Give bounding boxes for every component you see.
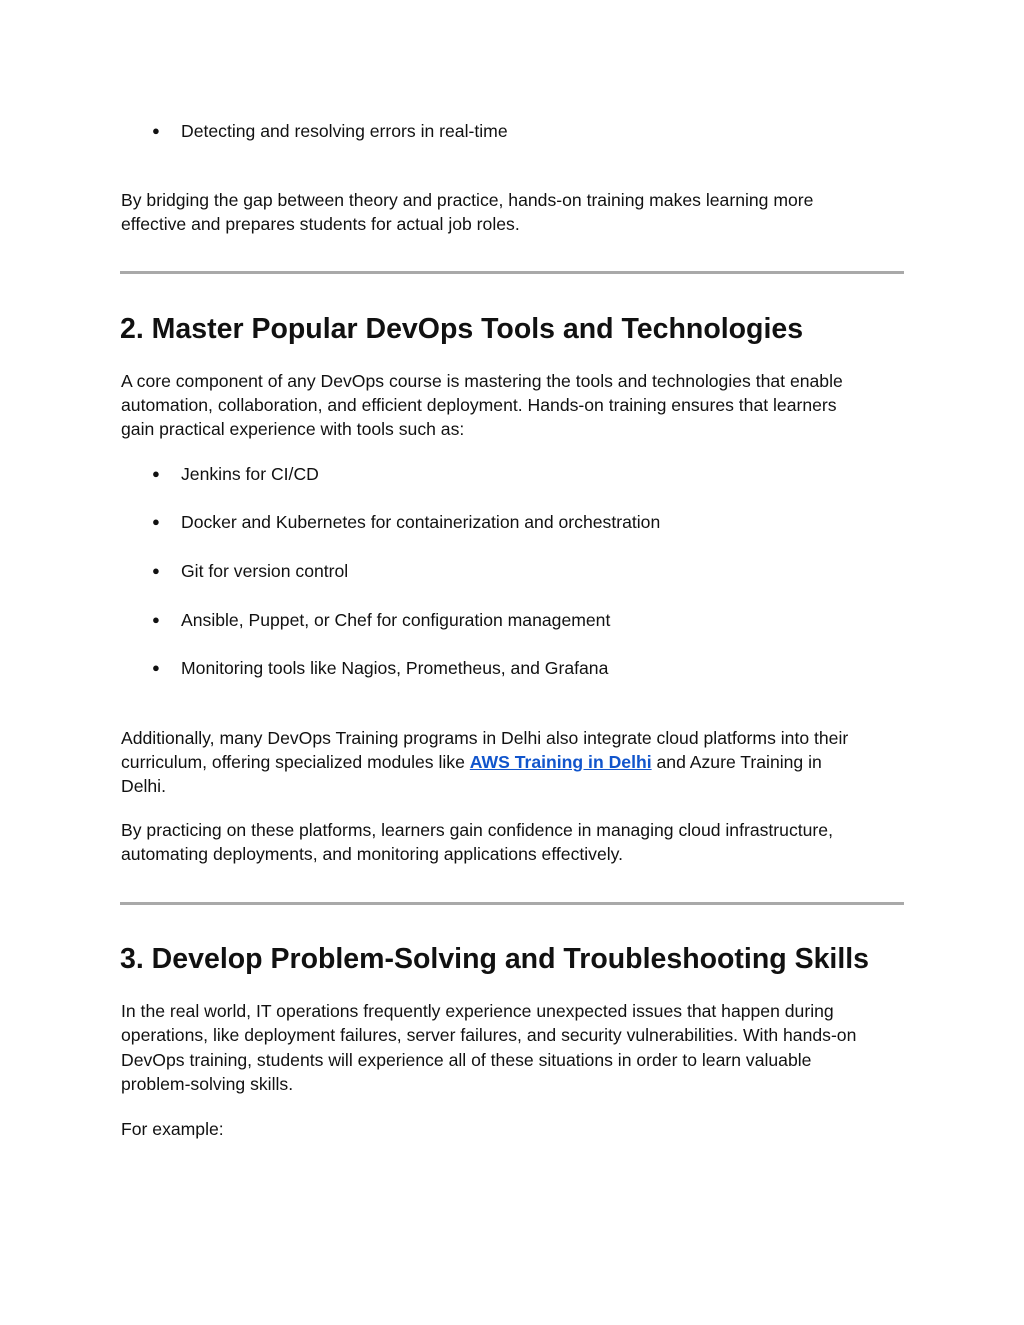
aws-training-link[interactable]: AWS Training in Delhi xyxy=(469,752,652,772)
horizontal-rule xyxy=(120,271,904,274)
paragraph-line: automating deployments, and monitoring applications effectively. xyxy=(121,844,624,864)
paragraph-line: operations, like deployment failures, server failures, and security vulnerabilities. With hands-on xyxy=(121,1025,857,1045)
paragraph-line: Delhi. xyxy=(121,776,166,796)
paragraph-line: In the real world, IT operations frequently experience unexpected issues that happen during xyxy=(121,1001,834,1021)
paragraph-line: By practicing on these platforms, learners gain confidence in managing cloud infrastructure, xyxy=(121,820,833,840)
bullet-icon: ● xyxy=(152,563,160,578)
list-item: Jenkins for CI/CD xyxy=(181,464,319,484)
paragraph-line: For example: xyxy=(121,1119,224,1139)
paragraph-line: gain practical experience with tools such as: xyxy=(121,419,465,439)
section-heading: 3. Develop Problem-Solving and Troubleshooting Skills xyxy=(120,943,870,975)
text: and Azure Training in xyxy=(651,752,822,772)
text: curriculum, offering specialized modules like xyxy=(121,752,470,772)
list-item: Monitoring tools like Nagios, Prometheus, and Grafana xyxy=(181,658,609,678)
horizontal-rule xyxy=(120,902,904,905)
paragraph-line: DevOps training, students will experience all of these situations in order to learn valuable xyxy=(121,1050,812,1070)
paragraph-line: A core component of any DevOps course is mastering the tools and technologies that enable xyxy=(121,371,843,391)
list-item: Git for version control xyxy=(181,561,349,581)
bullet-icon: ● xyxy=(152,466,160,481)
paragraph-line xyxy=(121,750,822,774)
bullet-icon: ● xyxy=(152,514,160,529)
paragraph-line: automation, collaboration, and efficient deployment. Hands-on training ensures that learners xyxy=(121,395,837,415)
section-heading: 2. Master Popular DevOps Tools and Technologies xyxy=(120,313,804,345)
paragraph-line: problem-solving skills. xyxy=(121,1074,294,1094)
list-item: Detecting and resolving errors in real-time xyxy=(181,121,508,141)
list-item: Ansible, Puppet, or Chef for configuration management xyxy=(181,610,611,630)
bullet-icon: ● xyxy=(152,123,160,138)
paragraph-line: Additionally, many DevOps Training programs in Delhi also integrate cloud platforms into their xyxy=(121,728,849,748)
paragraph-line: By bridging the gap between theory and practice, hands-on training makes learning more xyxy=(121,190,814,210)
paragraph-line: effective and prepares students for actual job roles. xyxy=(121,214,520,234)
bullet-icon: ● xyxy=(152,660,160,675)
bullet-icon: ● xyxy=(152,612,160,627)
list-item: Docker and Kubernetes for containerization and orchestration xyxy=(181,512,661,532)
